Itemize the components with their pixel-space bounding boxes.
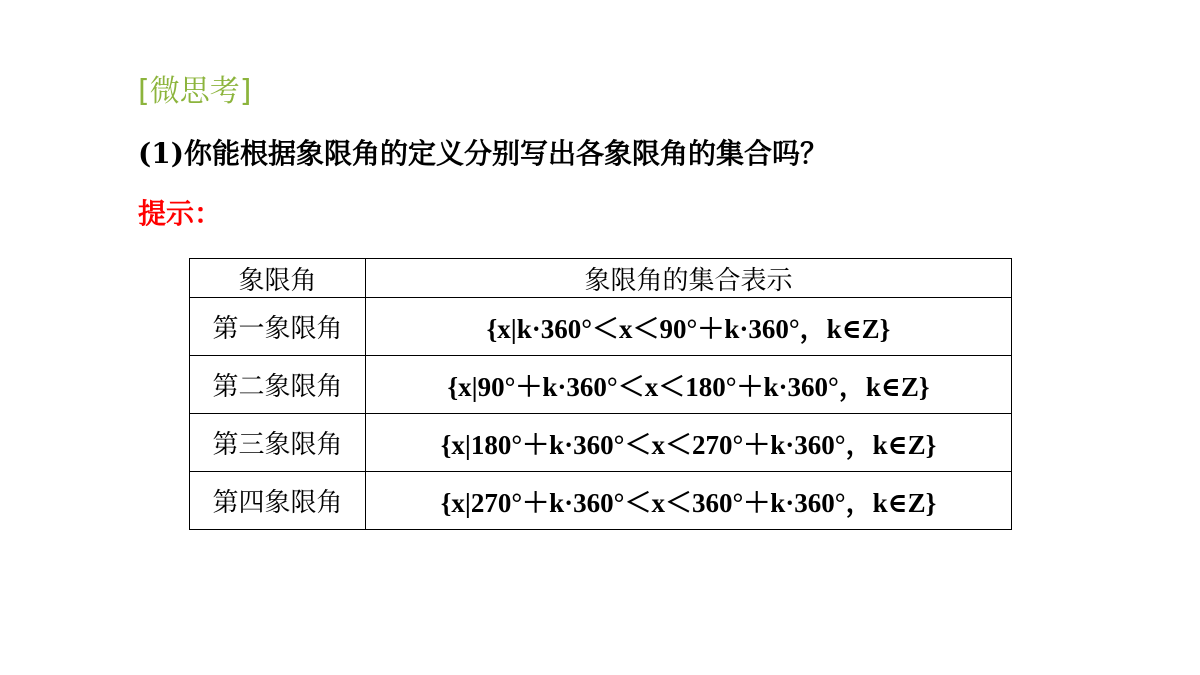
table-row bbox=[190, 472, 1012, 530]
table-row bbox=[190, 298, 1012, 356]
set-expression-cell: {x|k·360°＜x＜90°＋k·360°，k∈Z} bbox=[366, 298, 1012, 356]
table-header-row bbox=[190, 259, 1012, 298]
header-quadrant-angle: 象限角 bbox=[190, 259, 366, 298]
quadrant-name-cell: 第一象限角 bbox=[190, 298, 366, 356]
set-expression-cell: {x|90°＋k·360°＜x＜180°＋k·360°，k∈Z} bbox=[366, 356, 1012, 414]
quadrant-angle-table bbox=[189, 258, 1012, 530]
question-text: (1)你能根据象限角的定义分别写出各象限角的集合吗？ bbox=[138, 137, 828, 170]
quadrant-name-cell: 第二象限角 bbox=[190, 356, 366, 414]
set-expression-cell: {x|270°＋k·360°＜x＜360°＋k·360°，k∈Z} bbox=[366, 472, 1012, 530]
section-heading: [微思考] bbox=[138, 74, 252, 109]
table-row bbox=[190, 356, 1012, 414]
hint-label: 提示： bbox=[138, 197, 223, 230]
table-row bbox=[190, 414, 1012, 472]
quadrant-name-cell: 第四象限角 bbox=[190, 472, 366, 530]
set-expression-cell: {x|180°＋k·360°＜x＜270°＋k·360°，k∈Z} bbox=[366, 414, 1012, 472]
header-set-representation: 象限角的集合表示 bbox=[366, 259, 1012, 298]
quadrant-name-cell: 第三象限角 bbox=[190, 414, 366, 472]
